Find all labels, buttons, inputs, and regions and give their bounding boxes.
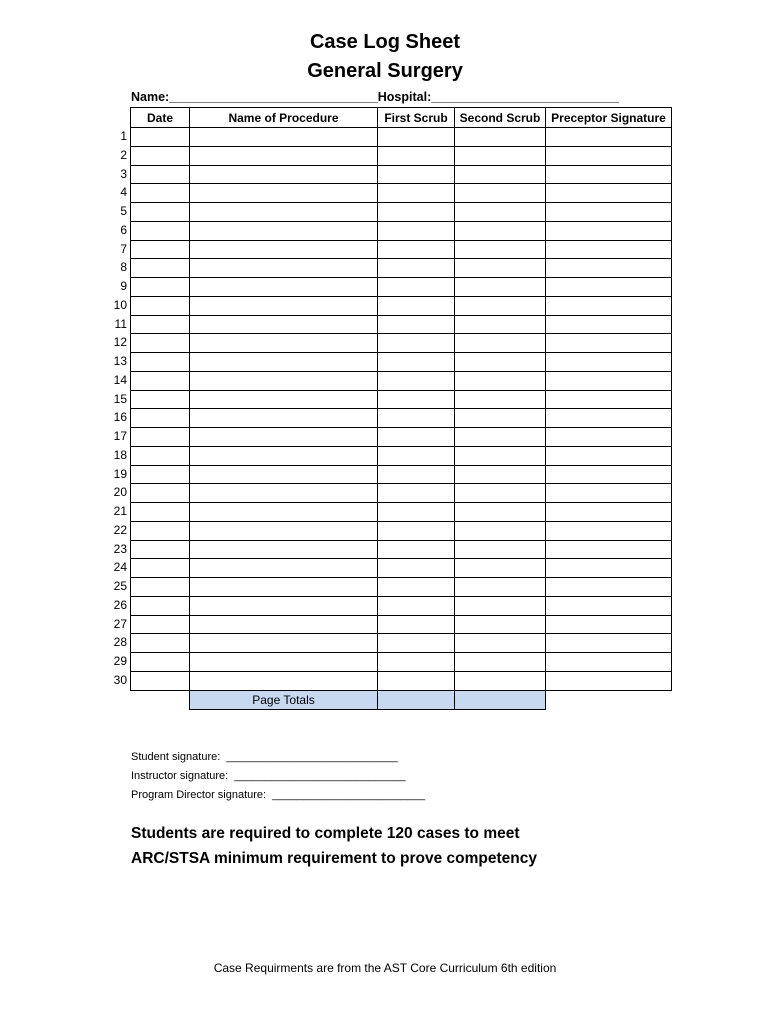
procedure-cell[interactable] bbox=[190, 653, 378, 672]
table-row bbox=[131, 578, 672, 597]
table-row bbox=[131, 259, 672, 278]
second-scrub-cell[interactable] bbox=[455, 259, 546, 278]
second-scrub-cell[interactable] bbox=[455, 634, 546, 653]
row-number: 1 bbox=[120, 129, 127, 143]
procedure-cell[interactable] bbox=[190, 446, 378, 465]
table-row bbox=[131, 596, 672, 615]
date-cell[interactable] bbox=[131, 184, 190, 203]
first-scrub-cell[interactable] bbox=[378, 334, 455, 353]
date-cell[interactable] bbox=[131, 409, 190, 428]
procedure-cell[interactable] bbox=[190, 278, 378, 297]
preceptor-signature-cell[interactable] bbox=[546, 503, 672, 522]
row-number: 20 bbox=[113, 485, 127, 500]
procedure-cell[interactable] bbox=[190, 315, 378, 334]
requirement-text-line1: Students are required to complete 120 cases to meet bbox=[131, 825, 520, 842]
procedure-cell[interactable] bbox=[190, 259, 378, 278]
second-scrub-cell[interactable] bbox=[455, 671, 546, 690]
preceptor-signature-cell[interactable] bbox=[546, 465, 672, 484]
first-scrub-cell[interactable] bbox=[378, 540, 455, 559]
table-row bbox=[131, 390, 672, 409]
procedure-cell[interactable] bbox=[190, 634, 378, 653]
procedure-cell[interactable] bbox=[190, 540, 378, 559]
second-scrub-cell[interactable] bbox=[455, 409, 546, 428]
second-scrub-cell[interactable] bbox=[455, 221, 546, 240]
table-header-row bbox=[131, 108, 672, 128]
second-scrub-cell[interactable] bbox=[455, 484, 546, 503]
preceptor-signature-cell[interactable] bbox=[546, 128, 672, 147]
table-row bbox=[131, 671, 672, 690]
table-row bbox=[131, 428, 672, 447]
row-number: 26 bbox=[113, 597, 127, 612]
row-number: 21 bbox=[113, 504, 127, 518]
procedure-cell[interactable] bbox=[190, 484, 378, 503]
preceptor-signature-cell[interactable] bbox=[546, 634, 672, 653]
row-number: 4 bbox=[120, 185, 127, 200]
procedure-cell[interactable] bbox=[190, 146, 378, 165]
second-scrub-cell[interactable] bbox=[455, 146, 546, 165]
row-number-column bbox=[100, 127, 128, 690]
preceptor-signature-cell[interactable] bbox=[546, 653, 672, 672]
second-scrub-cell[interactable] bbox=[455, 465, 546, 484]
date-cell[interactable] bbox=[131, 653, 190, 672]
second-scrub-cell[interactable] bbox=[455, 240, 546, 259]
preceptor-signature-cell[interactable] bbox=[546, 596, 672, 615]
table-row bbox=[131, 278, 672, 297]
date-cell[interactable] bbox=[131, 540, 190, 559]
second-scrub-cell[interactable] bbox=[455, 203, 546, 222]
page-totals-row bbox=[189, 690, 546, 710]
procedure-cell[interactable] bbox=[190, 184, 378, 203]
preceptor-signature-cell[interactable] bbox=[546, 484, 672, 503]
preceptor-signature-cell[interactable] bbox=[546, 334, 672, 353]
procedure-cell[interactable] bbox=[190, 296, 378, 315]
preceptor-signature-cell[interactable] bbox=[546, 409, 672, 428]
row-number: 27 bbox=[113, 616, 127, 631]
second-scrub-cell[interactable] bbox=[455, 334, 546, 353]
date-cell[interactable] bbox=[131, 578, 190, 597]
table-row bbox=[131, 165, 672, 184]
date-cell[interactable] bbox=[131, 353, 190, 372]
first-scrub-cell[interactable] bbox=[378, 446, 455, 465]
row-number: 22 bbox=[113, 522, 127, 537]
column-header-first-scrub: First Scrub bbox=[378, 108, 455, 128]
date-cell[interactable] bbox=[131, 446, 190, 465]
row-number: 12 bbox=[113, 335, 127, 350]
page-title: Case Log Sheet bbox=[309, 31, 461, 53]
row-number: 18 bbox=[113, 447, 127, 462]
preceptor-signature-cell[interactable] bbox=[546, 278, 672, 297]
date-cell[interactable] bbox=[131, 559, 190, 578]
first-scrub-cell[interactable] bbox=[378, 259, 455, 278]
date-cell[interactable] bbox=[131, 484, 190, 503]
preceptor-signature-cell[interactable] bbox=[546, 671, 672, 690]
table-row bbox=[131, 484, 672, 503]
preceptor-signature-cell[interactable] bbox=[546, 165, 672, 184]
requirement-text-line2: ARC/STSA minimum requirement to prove competency bbox=[131, 850, 537, 867]
procedure-cell[interactable] bbox=[190, 615, 378, 634]
second-scrub-cell[interactable] bbox=[455, 296, 546, 315]
date-cell[interactable] bbox=[131, 634, 190, 653]
preceptor-signature-cell[interactable] bbox=[546, 540, 672, 559]
preceptor-signature-cell[interactable] bbox=[546, 559, 672, 578]
procedure-cell[interactable] bbox=[190, 128, 378, 147]
table-row bbox=[131, 521, 672, 540]
second-scrub-cell[interactable] bbox=[455, 446, 546, 465]
date-cell[interactable] bbox=[131, 165, 190, 184]
procedure-cell[interactable] bbox=[190, 221, 378, 240]
page-subtitle: General Surgery bbox=[307, 60, 463, 82]
table-row bbox=[131, 296, 672, 315]
second-scrub-cell[interactable] bbox=[455, 521, 546, 540]
second-scrub-cell[interactable] bbox=[455, 428, 546, 447]
preceptor-signature-cell[interactable] bbox=[546, 353, 672, 372]
date-cell[interactable] bbox=[131, 334, 190, 353]
procedure-cell[interactable] bbox=[190, 578, 378, 597]
date-cell[interactable] bbox=[131, 240, 190, 259]
procedure-cell[interactable] bbox=[190, 559, 378, 578]
table-row bbox=[131, 184, 672, 203]
first-scrub-cell[interactable] bbox=[378, 315, 455, 334]
second-scrub-cell[interactable] bbox=[455, 315, 546, 334]
preceptor-signature-cell[interactable] bbox=[546, 428, 672, 447]
first-scrub-cell[interactable] bbox=[378, 278, 455, 297]
date-cell[interactable] bbox=[131, 296, 190, 315]
instructor-signature-line[interactable]: Instructor signature: ____________________________ bbox=[131, 770, 406, 782]
preceptor-signature-cell[interactable] bbox=[546, 315, 672, 334]
procedure-cell[interactable] bbox=[190, 521, 378, 540]
first-scrub-cell[interactable] bbox=[378, 184, 455, 203]
procedure-cell[interactable] bbox=[190, 203, 378, 222]
column-header-preceptor-signature: Preceptor Signature bbox=[546, 108, 672, 128]
first-scrub-total-cell[interactable] bbox=[378, 691, 455, 710]
table-row bbox=[131, 615, 672, 634]
procedure-cell[interactable] bbox=[190, 428, 378, 447]
row-number: 6 bbox=[120, 222, 127, 237]
footer-note: Case Requirments are from the AST Core Curriculum 6th edition bbox=[213, 961, 557, 975]
row-number: 11 bbox=[114, 316, 127, 331]
second-scrub-cell[interactable] bbox=[455, 390, 546, 409]
preceptor-signature-cell[interactable] bbox=[546, 615, 672, 634]
date-cell[interactable] bbox=[131, 315, 190, 334]
first-scrub-cell[interactable] bbox=[378, 503, 455, 522]
row-number: 7 bbox=[120, 241, 127, 256]
second-scrub-cell[interactable] bbox=[455, 371, 546, 390]
second-scrub-total-cell[interactable] bbox=[455, 691, 546, 710]
date-cell[interactable] bbox=[131, 128, 190, 147]
page-totals-label: Page Totals bbox=[190, 691, 378, 710]
procedure-cell[interactable] bbox=[190, 240, 378, 259]
date-cell[interactable] bbox=[131, 221, 190, 240]
row-number: 16 bbox=[113, 410, 127, 425]
row-number: 14 bbox=[113, 372, 127, 387]
date-cell[interactable] bbox=[131, 428, 190, 447]
procedure-cell[interactable] bbox=[190, 503, 378, 522]
second-scrub-cell[interactable] bbox=[455, 578, 546, 597]
row-number: 10 bbox=[113, 297, 127, 312]
table-row bbox=[131, 559, 672, 578]
row-number: 8 bbox=[120, 260, 127, 275]
first-scrub-cell[interactable] bbox=[378, 521, 455, 540]
preceptor-signature-cell[interactable] bbox=[546, 390, 672, 409]
second-scrub-cell[interactable] bbox=[455, 503, 546, 522]
first-scrub-cell[interactable] bbox=[378, 634, 455, 653]
first-scrub-cell[interactable] bbox=[378, 221, 455, 240]
second-scrub-cell[interactable] bbox=[455, 559, 546, 578]
row-number: 30 bbox=[113, 672, 127, 687]
procedure-cell[interactable] bbox=[190, 165, 378, 184]
first-scrub-cell[interactable] bbox=[378, 390, 455, 409]
procedure-cell[interactable] bbox=[190, 390, 378, 409]
second-scrub-cell[interactable] bbox=[455, 165, 546, 184]
column-header-procedure: Name of Procedure bbox=[190, 108, 378, 128]
table-row bbox=[131, 503, 672, 522]
date-cell[interactable] bbox=[131, 671, 190, 690]
row-number: 17 bbox=[113, 429, 127, 443]
preceptor-signature-cell[interactable] bbox=[546, 240, 672, 259]
row-number: 15 bbox=[113, 391, 127, 406]
student-signature-line[interactable]: Student signature: ____________________________ bbox=[131, 751, 398, 763]
procedure-cell[interactable] bbox=[190, 671, 378, 690]
name-hospital-line[interactable]: Name:______________________________Hospital:___________________________ bbox=[131, 90, 619, 104]
date-cell[interactable] bbox=[131, 615, 190, 634]
first-scrub-cell[interactable] bbox=[378, 559, 455, 578]
first-scrub-cell[interactable] bbox=[378, 353, 455, 372]
second-scrub-cell[interactable] bbox=[455, 596, 546, 615]
table-row bbox=[131, 128, 672, 147]
preceptor-signature-cell[interactable] bbox=[546, 578, 672, 597]
preceptor-signature-cell[interactable] bbox=[546, 146, 672, 165]
first-scrub-cell[interactable] bbox=[378, 371, 455, 390]
first-scrub-cell[interactable] bbox=[378, 615, 455, 634]
first-scrub-cell[interactable] bbox=[378, 465, 455, 484]
procedure-cell[interactable] bbox=[190, 409, 378, 428]
table-row bbox=[131, 334, 672, 353]
preceptor-signature-cell[interactable] bbox=[546, 521, 672, 540]
table-row bbox=[131, 353, 672, 372]
first-scrub-cell[interactable] bbox=[378, 671, 455, 690]
first-scrub-cell[interactable] bbox=[378, 165, 455, 184]
first-scrub-cell[interactable] bbox=[378, 128, 455, 147]
date-cell[interactable] bbox=[131, 596, 190, 615]
preceptor-signature-cell[interactable] bbox=[546, 371, 672, 390]
row-number: 24 bbox=[113, 560, 127, 575]
row-number: 28 bbox=[113, 635, 127, 650]
procedure-cell[interactable] bbox=[190, 334, 378, 353]
date-cell[interactable] bbox=[131, 259, 190, 278]
column-header-second-scrub: Second Scrub bbox=[455, 108, 546, 128]
second-scrub-cell[interactable] bbox=[455, 128, 546, 147]
row-number: 19 bbox=[113, 466, 127, 481]
row-number: 13 bbox=[113, 354, 127, 368]
preceptor-signature-cell[interactable] bbox=[546, 259, 672, 278]
first-scrub-cell[interactable] bbox=[378, 409, 455, 428]
table-row bbox=[131, 653, 672, 672]
second-scrub-cell[interactable] bbox=[455, 653, 546, 672]
first-scrub-cell[interactable] bbox=[378, 428, 455, 447]
table-row bbox=[131, 240, 672, 259]
row-number: 2 bbox=[120, 147, 127, 162]
row-number: 5 bbox=[120, 204, 127, 218]
table-row bbox=[131, 634, 672, 653]
date-cell[interactable] bbox=[131, 203, 190, 222]
program-director-signature-line[interactable]: Program Director signature: _________________________ bbox=[131, 789, 426, 801]
date-cell[interactable] bbox=[131, 146, 190, 165]
procedure-cell[interactable] bbox=[190, 596, 378, 615]
date-cell[interactable] bbox=[131, 278, 190, 297]
first-scrub-cell[interactable] bbox=[378, 484, 455, 503]
first-scrub-cell[interactable] bbox=[378, 596, 455, 615]
first-scrub-cell[interactable] bbox=[378, 578, 455, 597]
table-row bbox=[131, 315, 672, 334]
row-number: 9 bbox=[120, 279, 127, 293]
second-scrub-cell[interactable] bbox=[455, 540, 546, 559]
case-log-table bbox=[130, 107, 672, 691]
row-number: 3 bbox=[120, 166, 127, 181]
table-row bbox=[131, 465, 672, 484]
row-number: 29 bbox=[113, 654, 127, 668]
second-scrub-cell[interactable] bbox=[455, 278, 546, 297]
preceptor-signature-cell[interactable] bbox=[546, 203, 672, 222]
preceptor-signature-cell[interactable] bbox=[546, 446, 672, 465]
first-scrub-cell[interactable] bbox=[378, 146, 455, 165]
procedure-cell[interactable] bbox=[190, 371, 378, 390]
row-number: 23 bbox=[113, 541, 127, 556]
column-header-date: Date bbox=[131, 108, 190, 128]
date-cell[interactable] bbox=[131, 371, 190, 390]
table-row bbox=[131, 221, 672, 240]
table-row bbox=[131, 446, 672, 465]
table-row bbox=[131, 203, 672, 222]
table-row bbox=[131, 540, 672, 559]
procedure-cell[interactable] bbox=[190, 353, 378, 372]
procedure-cell[interactable] bbox=[190, 465, 378, 484]
first-scrub-cell[interactable] bbox=[378, 653, 455, 672]
first-scrub-cell[interactable] bbox=[378, 203, 455, 222]
table-row bbox=[131, 146, 672, 165]
first-scrub-cell[interactable] bbox=[378, 240, 455, 259]
second-scrub-cell[interactable] bbox=[455, 353, 546, 372]
date-cell[interactable] bbox=[131, 503, 190, 522]
table-row bbox=[131, 371, 672, 390]
second-scrub-cell[interactable] bbox=[455, 184, 546, 203]
date-cell[interactable] bbox=[131, 521, 190, 540]
preceptor-signature-cell[interactable] bbox=[546, 184, 672, 203]
second-scrub-cell[interactable] bbox=[455, 615, 546, 634]
row-number: 25 bbox=[113, 579, 127, 593]
preceptor-signature-cell[interactable] bbox=[546, 296, 672, 315]
date-cell[interactable] bbox=[131, 390, 190, 409]
first-scrub-cell[interactable] bbox=[378, 296, 455, 315]
table-row bbox=[131, 409, 672, 428]
date-cell[interactable] bbox=[131, 465, 190, 484]
preceptor-signature-cell[interactable] bbox=[546, 221, 672, 240]
